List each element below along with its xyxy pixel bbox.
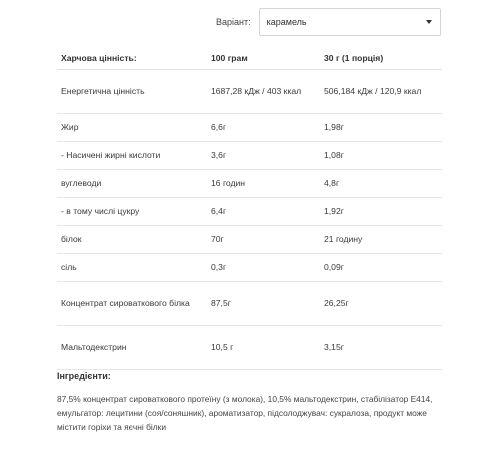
row-per-100g: 6,4г <box>207 198 320 226</box>
row-per-100g: 3,6г <box>207 142 320 170</box>
variant-selector-row <box>216 7 441 37</box>
table-row <box>57 70 442 114</box>
header-nutrition: Харчова цінність: <box>57 46 207 70</box>
row-name: сіль <box>57 254 207 282</box>
header-per-serving: 30 г (1 порція) <box>320 46 442 70</box>
row-per-serving: 506,184 кДж / 120,9 ккал <box>320 70 442 114</box>
table-row <box>57 254 442 282</box>
row-per-serving: 0,09г <box>320 254 442 282</box>
row-name: Жир <box>57 114 207 142</box>
row-per-serving: 3,15г <box>320 326 442 370</box>
nutrition-table <box>57 46 442 370</box>
table-row <box>57 198 442 226</box>
row-per-100g: 10,5 г <box>207 326 320 370</box>
row-per-100g: 87,5г <box>207 282 320 326</box>
row-per-100g: 1687,28 кДж / 403 ккал <box>207 70 320 114</box>
chevron-down-icon <box>426 20 432 24</box>
row-name: білок <box>57 226 207 254</box>
row-per-serving: 1,08г <box>320 142 442 170</box>
row-name: вуглеводи <box>57 170 207 198</box>
table-row <box>57 170 442 198</box>
table-row <box>57 226 442 254</box>
ingredients-text: 87,5% концентрат сироваткового протеїну (з молока), 10,5% мальтодекстрин, стабілізатор Е414, емульгатор: лецитини (соя/соняшник), ароматизатор, підсолоджувач: сукралоза, продукт може містити горіхи та яєчні білки <box>57 394 433 432</box>
row-per-serving: 26,25г <box>320 282 442 326</box>
row-per-100g: 0,3г <box>207 254 320 282</box>
variant-selected-value: карамель <box>266 17 307 27</box>
row-name: Мальтодекстрин <box>57 326 207 370</box>
row-per-100g: 6,6г <box>207 114 320 142</box>
ingredients-title: Інгредієнти: <box>57 371 111 381</box>
table-row <box>57 326 442 370</box>
variant-dropdown[interactable] <box>259 8 441 36</box>
table-row <box>57 282 442 326</box>
row-name: - в тому числі цукру <box>57 198 207 226</box>
row-per-serving: 1,98г <box>320 114 442 142</box>
row-per-100g: 70г <box>207 226 320 254</box>
table-row <box>57 114 442 142</box>
row-name: Енергетична цінність <box>57 70 207 114</box>
row-per-serving: 21 годину <box>320 226 442 254</box>
row-name: - Насичені жирні кислоти <box>57 142 207 170</box>
ingredients-section <box>57 371 447 434</box>
variant-label: Варіант: <box>216 17 251 27</box>
row-per-serving: 1,92г <box>320 198 442 226</box>
nutrition-header-row <box>57 46 442 70</box>
header-per-100g: 100 грам <box>207 46 320 70</box>
table-row <box>57 142 442 170</box>
row-per-100g: 16 годин <box>207 170 320 198</box>
row-per-serving: 4,8г <box>320 170 442 198</box>
row-name: Концентрат сироваткового білка <box>57 282 207 326</box>
